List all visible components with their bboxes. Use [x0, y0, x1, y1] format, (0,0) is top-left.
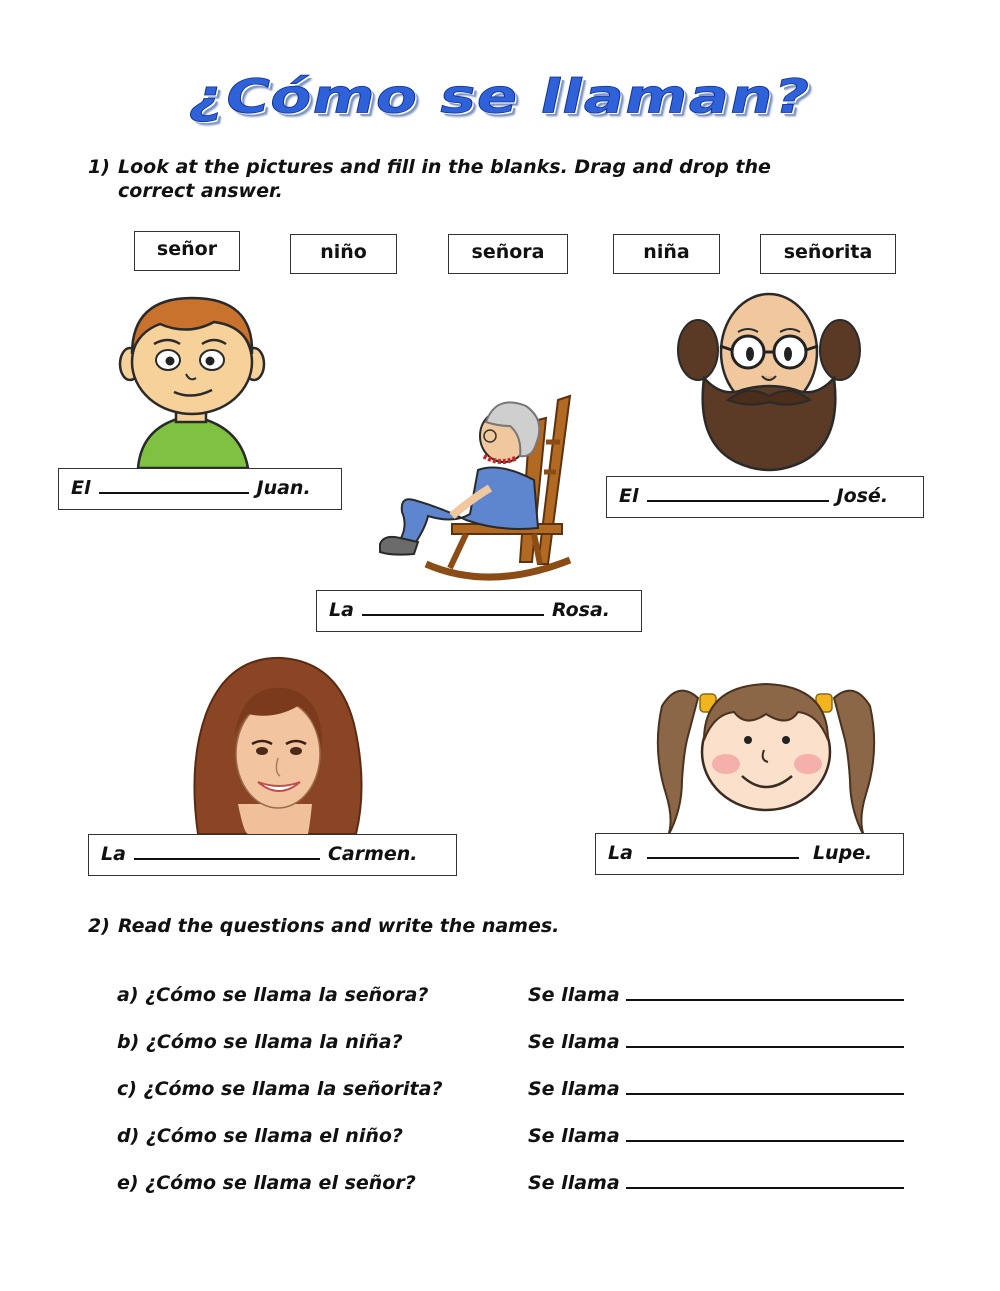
answer-c-blank[interactable] — [626, 1079, 904, 1095]
boy-illustration-icon — [118, 292, 268, 468]
girl-pigtails-illustration-icon — [648, 670, 884, 838]
question-c: c) ¿Cómo se llama la señorita? — [117, 1078, 443, 1100]
answer-a-blank[interactable] — [626, 985, 904, 1001]
word-tile-nino[interactable]: niño — [290, 234, 397, 274]
question-e: e) ¿Cómo se llama el señor? — [117, 1172, 416, 1194]
sentence-rosa-article: La — [329, 599, 354, 621]
answer-c — [528, 1078, 912, 1100]
answer-e — [528, 1172, 912, 1194]
answer-d-blank[interactable] — [626, 1126, 904, 1142]
answer-b-blank[interactable] — [626, 1032, 904, 1048]
bearded-man-illustration-icon — [676, 292, 862, 474]
word-tile-senorita[interactable]: señorita — [760, 234, 896, 274]
section1-number: 1) — [88, 156, 110, 178]
word-tile-senor[interactable]: señor — [134, 231, 240, 271]
section2-number: 2) — [88, 915, 110, 937]
answer-a-prefix: Se llama — [528, 984, 620, 1006]
sentence-juan — [58, 468, 342, 510]
sentence-jose-drop-blank[interactable] — [647, 486, 829, 502]
sentence-carmen — [88, 834, 457, 876]
sentence-juan-article: El — [71, 477, 91, 499]
sentence-lupe-drop-blank[interactable] — [647, 843, 799, 859]
sentence-jose-name: José. — [836, 485, 889, 507]
answer-e-prefix: Se llama — [528, 1172, 620, 1194]
sentence-juan-name: Juan. — [256, 477, 311, 499]
sentence-lupe-name: Lupe. — [812, 842, 873, 864]
question-a: a) ¿Cómo se llama la señora? — [117, 984, 429, 1006]
word-tile-senora[interactable]: señora — [448, 234, 568, 274]
answer-b — [528, 1031, 912, 1053]
worksheet-title: ¿Cómo se llaman? — [184, 69, 816, 125]
sentence-rosa — [316, 590, 642, 632]
answer-d-prefix: Se llama — [528, 1125, 620, 1147]
sentence-lupe-article: La — [608, 842, 633, 864]
sentence-rosa-drop-blank[interactable] — [362, 600, 544, 616]
young-woman-illustration-icon — [178, 654, 372, 834]
section1-instructions — [88, 155, 908, 203]
section2-instructions — [88, 914, 908, 938]
question-b: b) ¿Cómo se llama la niña? — [117, 1031, 403, 1053]
answer-c-prefix: Se llama — [528, 1078, 620, 1100]
grandmother-rocking-chair-illustration-icon — [370, 392, 592, 588]
section1-instruction-line2: correct answer. — [118, 180, 283, 202]
section1-instruction-line1: Look at the pictures and fill in the blanks. Drag and drop the — [118, 156, 771, 178]
answer-d — [528, 1125, 912, 1147]
sentence-jose — [606, 476, 924, 518]
sentence-lupe — [595, 833, 904, 875]
sentence-carmen-article: La — [101, 843, 126, 865]
sentence-carmen-drop-blank[interactable] — [134, 844, 320, 860]
sentence-jose-article: El — [619, 485, 639, 507]
answer-e-blank[interactable] — [626, 1173, 904, 1189]
answer-a — [528, 984, 912, 1006]
sentence-carmen-name: Carmen. — [327, 843, 418, 865]
question-d: d) ¿Cómo se llama el niño? — [117, 1125, 403, 1147]
sentence-rosa-name: Rosa. — [551, 599, 611, 621]
word-tile-nina[interactable]: niña — [613, 234, 720, 274]
section2-instruction-text: Read the questions and write the names. — [118, 915, 560, 937]
answer-b-prefix: Se llama — [528, 1031, 620, 1053]
sentence-juan-drop-blank[interactable] — [99, 478, 249, 494]
